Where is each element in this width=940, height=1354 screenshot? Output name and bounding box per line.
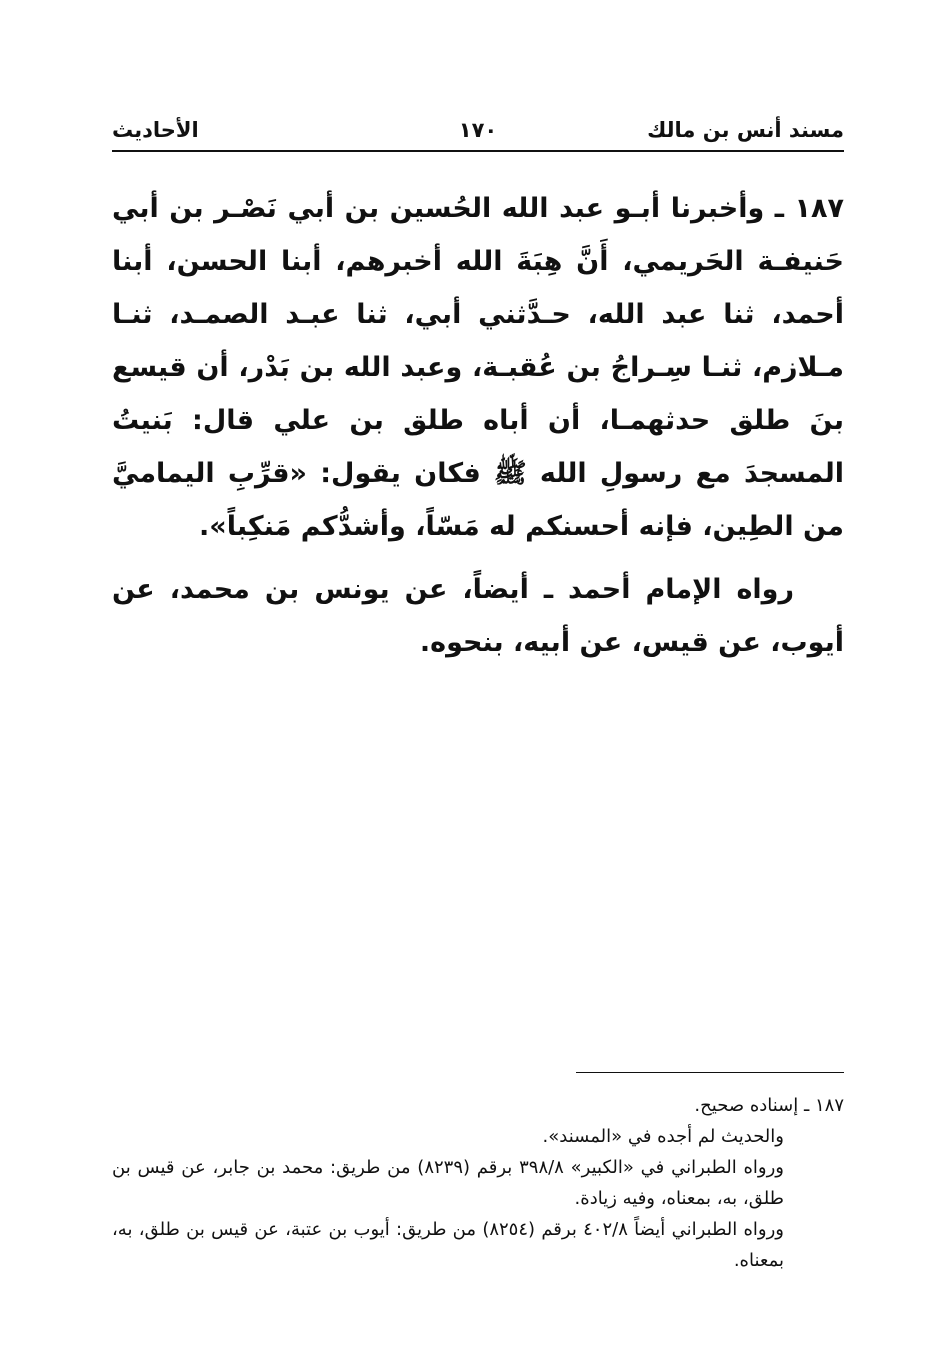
footnote-line: ورواه الطبراني في «الكبير» ٣٩٨/٨ برقم (٨٢٣٩) من طريق: محمد بن جابر، عن قيس بن طلق، به، بمعناه، وفيه زيادة. xyxy=(112,1157,784,1209)
main-text xyxy=(112,182,844,669)
footnote-divider xyxy=(576,1072,844,1073)
page-number: ١٧٠ xyxy=(458,118,498,142)
footnotes xyxy=(112,1090,844,1276)
page-header xyxy=(112,112,844,152)
footnote-line: والحديث لم أجده في «المسند». xyxy=(542,1126,784,1147)
narration-paragraph: رواه الإمام أحمد ـ أيضاً، عن يونس بن محمد، عن أيوب، عن قيس، عن أبيه، بنحوه. xyxy=(112,574,844,658)
header-section-title: الأحاديث xyxy=(112,118,199,142)
footnote-line: ١٨٧ ـ إسناده صحيح. xyxy=(694,1095,844,1116)
footnote-line: ورواه الطبراني أيضاً ٤٠٢/٨ برقم (٨٢٥٤) من طريق: أيوب بن عتبة، عن قيس بن طلق، به، بمعناه. xyxy=(112,1219,784,1271)
header-book-title: مسند أنس بن مالك xyxy=(647,118,844,142)
hadith-paragraph: ١٨٧ ـ وأخبرنا أبـو عبد الله الحُسين بن أبي نَصْـر بن أبي حَنيفـة الحَريمي، أَنَّ هِبَةَ الله أخبرهم، أبنا الحسن، أبنا أحمد، ثنا عبد الله، حـدَّثني أبي، ثنا عبـد الصمـد، ثنـا مـلازم، ثنـا سِـراجُ بن عُقبـة، وعبد الله بن بَدْر، أن قيسع بنَ طلق حدثهمـا، أن أباه طلق بن علي قال: بَنيتُ المسجدَ مع رسولِ الله ﷺ فكان يقول: «قرِّبِ اليماميَّ من الطِين، فإنه أحسنكم له مَسّاً، وأشدُّكم مَنكِباً». xyxy=(112,193,844,542)
